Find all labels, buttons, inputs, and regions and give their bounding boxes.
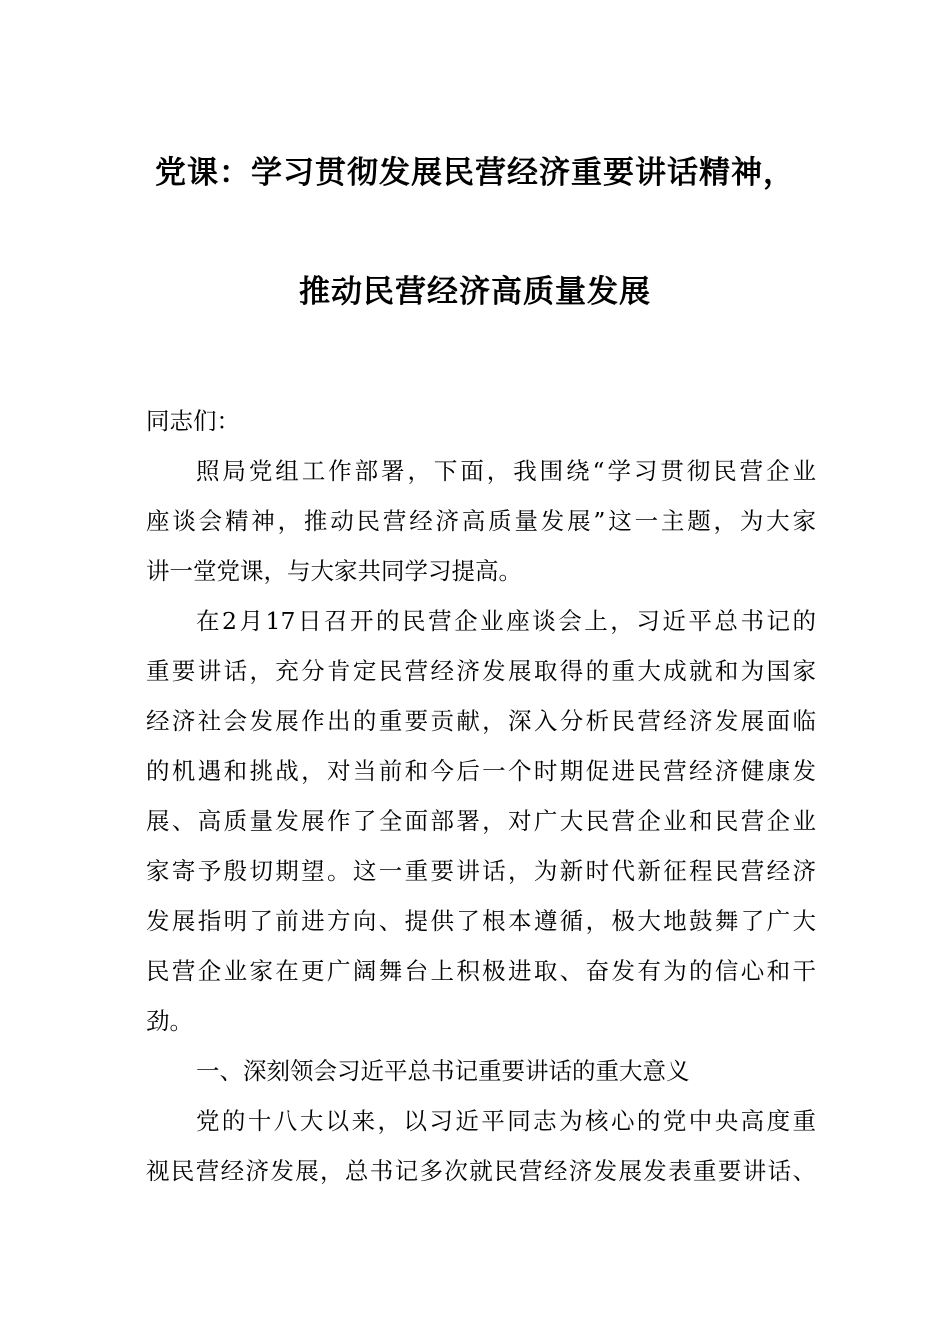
paragraph-1-line: 讲一堂党课，与大家共同学习提高。 (146, 557, 522, 585)
paragraph-2-line: 展、高质量发展作了全面部署，对广大民营企业和民营企业 (146, 807, 816, 835)
section-heading-1: 一、深刻领会习近平总书记重要讲话的重大意义 (196, 1057, 690, 1085)
paragraph-2-line: 家寄予殷切期望。这一重要讲话，为新时代新征程民营经济 (146, 857, 816, 885)
document-title-line-2: 推动民营经济高质量发展 (299, 274, 651, 310)
paragraph-2-line: 经济社会发展作出的重要贡献，深入分析民营经济发展面临 (146, 707, 816, 735)
salutation: 同志们： (146, 407, 240, 435)
paragraph-2-line: 的机遇和挑战，对当前和今后一个时期促进民营经济健康发 (146, 757, 816, 785)
paragraph-2-line: 重要讲话，充分肯定民营经济发展取得的重大成就和为国家 (146, 657, 816, 685)
document-title-line-1: 党课：学习贯彻发展民营经济重要讲话精神， (155, 155, 795, 191)
paragraph-2-line: 在2月17日召开的民营企业座谈会上，习近平总书记的 (196, 607, 816, 635)
paragraph-2-line: 民营企业家在更广阔舞台上积极进取、奋发有为的信心和干 (146, 957, 816, 985)
paragraph-2-line: 发展指明了前进方向、提供了根本遵循，极大地鼓舞了广大 (146, 907, 816, 935)
paragraph-1-line: 照局党组工作部署，下面，我围绕“学习贯彻民营企业 (196, 457, 816, 485)
paragraph-2-line: 劲。 (146, 1007, 193, 1035)
paragraph-3-line: 视民营经济发展，总书记多次就民营经济发展发表重要讲话、 (146, 1157, 816, 1185)
paragraph-3-line: 党的十八大以来，以习近平同志为核心的党中央高度重 (196, 1107, 816, 1135)
paragraph-1-line: 座谈会精神，推动民营经济高质量发展”这一主题，为大家 (146, 507, 816, 535)
